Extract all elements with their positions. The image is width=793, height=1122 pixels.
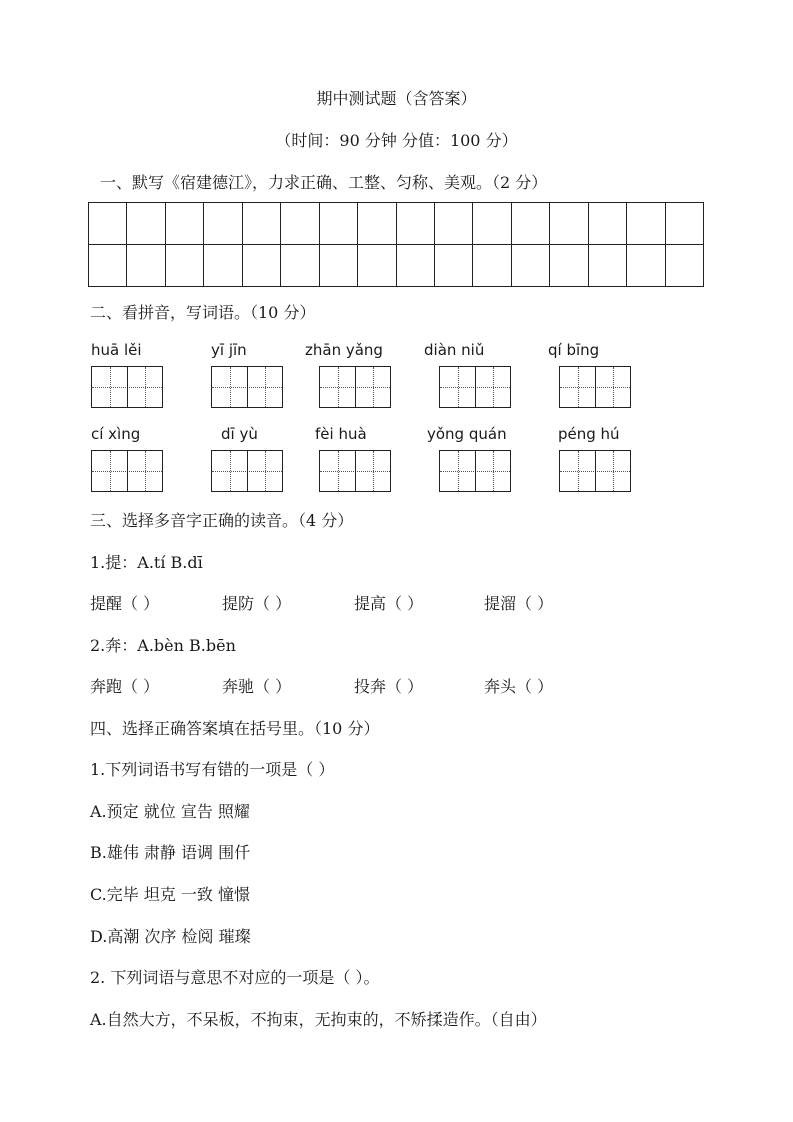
grid-cell[interactable] bbox=[165, 203, 203, 245]
pinyin-label: dī yù bbox=[221, 425, 258, 443]
pinyin-label: fèi huà bbox=[315, 425, 367, 443]
answer-box[interactable] bbox=[439, 450, 511, 492]
choice-option[interactable]: D.高潮 次序 检阅 璀璨 bbox=[90, 927, 251, 946]
grid-cell[interactable] bbox=[473, 203, 511, 245]
answer-box[interactable] bbox=[211, 450, 283, 492]
choice-option[interactable]: B.雄伟 肃静 语调 围仟 bbox=[90, 843, 251, 862]
pinyin-label: huā lěi bbox=[91, 341, 142, 359]
answer-box[interactable] bbox=[91, 366, 163, 408]
pinyin-label: yī jīn bbox=[211, 341, 247, 359]
section4-heading: 四、选择正确答案填在括号里。（10 分） bbox=[90, 719, 380, 738]
polyphone-item[interactable]: 奔跑（ ） bbox=[90, 677, 160, 696]
page-title: 期中测试题（含答案） bbox=[316, 89, 477, 108]
answer-box[interactable] bbox=[319, 366, 391, 408]
answer-box[interactable] bbox=[559, 450, 631, 492]
grid-cell[interactable] bbox=[242, 245, 280, 287]
section1-heading: 一、默写《宿建德江》，力求正确、工整、匀称、美观。（2 分） bbox=[100, 173, 548, 192]
grid-cell[interactable] bbox=[665, 203, 703, 245]
grid-cell[interactable] bbox=[627, 203, 665, 245]
grid-cell[interactable] bbox=[588, 245, 626, 287]
answer-box[interactable] bbox=[559, 366, 631, 408]
grid-cell[interactable] bbox=[627, 245, 665, 287]
polyphone-item[interactable]: 提防（ ） bbox=[222, 594, 292, 613]
polyphone-item[interactable]: 提溜（ ） bbox=[484, 594, 554, 613]
grid-cell[interactable] bbox=[242, 203, 280, 245]
grid-cell[interactable] bbox=[511, 203, 549, 245]
grid-cell[interactable] bbox=[434, 245, 472, 287]
grid-row bbox=[89, 203, 704, 245]
polyphone-item[interactable]: 奔头（ ） bbox=[484, 677, 554, 696]
pinyin-label: diàn niǔ bbox=[424, 341, 485, 359]
choice-option[interactable]: C.完毕 坦克 一致 憧憬 bbox=[90, 885, 251, 904]
question-stem: 2.奔：A.bèn B.bēn bbox=[90, 636, 236, 655]
grid-cell[interactable] bbox=[281, 245, 319, 287]
exam-info: （时间：90 分钟 分值：100 分） bbox=[275, 131, 518, 150]
pinyin-label: péng hú bbox=[558, 425, 620, 443]
grid-cell[interactable] bbox=[281, 203, 319, 245]
grid-cell[interactable] bbox=[89, 245, 127, 287]
grid-cell[interactable] bbox=[204, 203, 242, 245]
grid-cell[interactable] bbox=[550, 203, 588, 245]
answer-box[interactable] bbox=[211, 366, 283, 408]
polyphone-item[interactable]: 提醒（ ） bbox=[90, 594, 160, 613]
answer-box[interactable] bbox=[439, 366, 511, 408]
answer-box[interactable] bbox=[91, 450, 163, 492]
pinyin-label: cí xìng bbox=[91, 425, 141, 443]
grid-cell[interactable] bbox=[588, 203, 626, 245]
pinyin-label: qí bīng bbox=[548, 341, 600, 359]
grid-cell[interactable] bbox=[204, 245, 242, 287]
grid-cell[interactable] bbox=[396, 203, 434, 245]
grid-cell[interactable] bbox=[550, 245, 588, 287]
grid-cell[interactable] bbox=[358, 203, 396, 245]
grid-cell[interactable] bbox=[358, 245, 396, 287]
writing-grid[interactable] bbox=[88, 202, 704, 287]
section3-heading: 三、选择多音字正确的读音。（4 分） bbox=[90, 511, 354, 530]
choice-option[interactable]: A.预定 就位 宣告 照耀 bbox=[90, 802, 250, 821]
polyphone-item[interactable]: 提高（ ） bbox=[354, 594, 424, 613]
pinyin-label: zhān yǎng bbox=[305, 341, 383, 359]
grid-cell[interactable] bbox=[89, 203, 127, 245]
polyphone-item[interactable]: 奔驰（ ） bbox=[222, 677, 292, 696]
choice-option[interactable]: A.自然大方，不呆板，不拘束，无拘束的，不矫揉造作。（自由） bbox=[90, 1010, 547, 1029]
grid-cell[interactable] bbox=[319, 203, 357, 245]
polyphone-item[interactable]: 投奔（ ） bbox=[354, 677, 424, 696]
grid-cell[interactable] bbox=[127, 203, 165, 245]
question-stem: 1.下列词语书写有错的一项是（ ） bbox=[90, 760, 335, 779]
question-stem: 1.提：A.tí B.dī bbox=[90, 553, 203, 572]
grid-cell[interactable] bbox=[665, 245, 703, 287]
pinyin-label: yǒng quán bbox=[427, 425, 507, 443]
grid-row bbox=[89, 245, 704, 287]
grid-cell[interactable] bbox=[127, 245, 165, 287]
answer-box[interactable] bbox=[319, 450, 391, 492]
grid-cell[interactable] bbox=[396, 245, 434, 287]
grid-cell[interactable] bbox=[511, 245, 549, 287]
question-stem: 2. 下列词语与意思不对应的一项是（ ）。 bbox=[90, 968, 380, 987]
grid-cell[interactable] bbox=[434, 203, 472, 245]
section2-heading: 二、看拼音，写词语。（10 分） bbox=[90, 303, 316, 322]
grid-cell[interactable] bbox=[165, 245, 203, 287]
grid-cell[interactable] bbox=[319, 245, 357, 287]
grid-cell[interactable] bbox=[473, 245, 511, 287]
